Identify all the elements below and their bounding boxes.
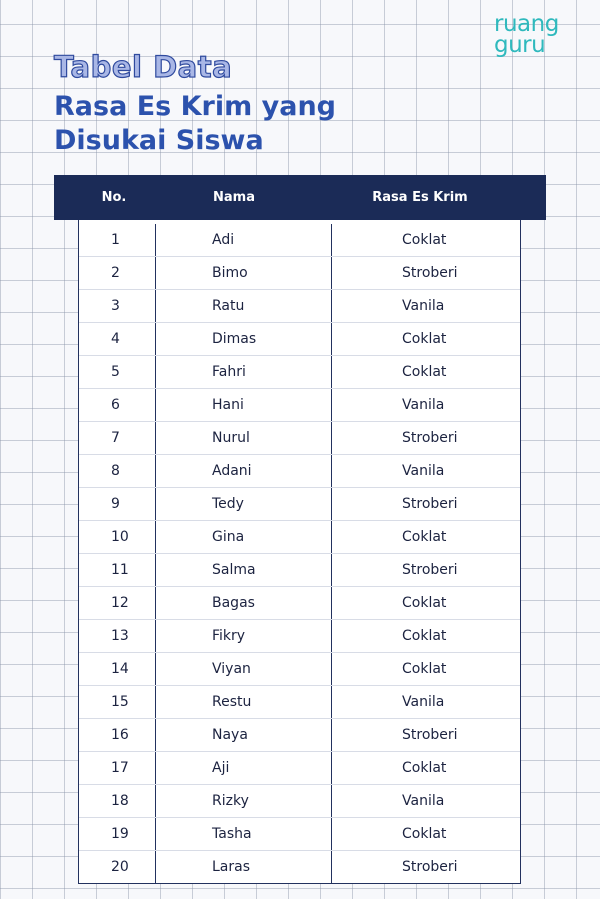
- cell-no: 5: [79, 356, 156, 388]
- cell-rasa: Coklat: [402, 760, 447, 776]
- cell-rasa: Vanila: [402, 793, 445, 809]
- header-nama: Nama: [213, 190, 255, 205]
- cell-nama: Gina: [156, 521, 332, 553]
- cell-rasa: Coklat: [402, 529, 447, 545]
- cell-no: 11: [79, 554, 156, 586]
- cell-nama: Salma: [156, 554, 332, 586]
- cell-nama: Fahri: [156, 356, 332, 388]
- cell-no: 6: [79, 389, 156, 421]
- cell-rasa: Coklat: [402, 595, 447, 611]
- cell-rasa: Vanila: [402, 298, 445, 314]
- cell-rasa: Coklat: [402, 232, 447, 248]
- cell-nama: Fikry: [156, 620, 332, 652]
- table-row: [79, 587, 520, 620]
- table-row: [79, 686, 520, 719]
- header-rasa: Rasa Es Krim: [372, 190, 468, 205]
- cell-rasa: Coklat: [402, 628, 447, 644]
- cell-rasa: Coklat: [402, 364, 447, 380]
- cell-no: 12: [79, 587, 156, 619]
- data-table: [54, 175, 546, 884]
- logo-line-2: guru: [494, 32, 546, 58]
- cell-rasa: Stroberi: [402, 265, 458, 281]
- cell-nama: Dimas: [156, 323, 332, 355]
- table-row: [79, 323, 520, 356]
- cell-no: 17: [79, 752, 156, 784]
- cell-nama: Viyan: [156, 653, 332, 685]
- cell-rasa: Stroberi: [402, 562, 458, 578]
- cell-rasa: Coklat: [402, 826, 447, 842]
- cell-nama: Bimo: [156, 257, 332, 289]
- cell-nama: Tasha: [156, 818, 332, 850]
- table-row: [79, 752, 520, 785]
- cell-no: 1: [79, 224, 156, 256]
- cell-no: 18: [79, 785, 156, 817]
- cell-no: 7: [79, 422, 156, 454]
- cell-nama: Laras: [156, 851, 332, 883]
- page-title: Tabel Data: [54, 50, 233, 84]
- cell-rasa: Vanila: [402, 463, 445, 479]
- cell-no: 20: [79, 851, 156, 883]
- cell-nama: Aji: [156, 752, 332, 784]
- cell-no: 8: [79, 455, 156, 487]
- table-row: [79, 818, 520, 851]
- logo-line-1: ruang: [494, 11, 559, 37]
- table-row: [79, 851, 520, 883]
- table-row: [79, 356, 520, 389]
- table-row: [79, 389, 520, 422]
- cell-nama: Restu: [156, 686, 332, 718]
- cell-no: 9: [79, 488, 156, 520]
- cell-no: 13: [79, 620, 156, 652]
- cell-rasa: Stroberi: [402, 430, 458, 446]
- cell-no: 15: [79, 686, 156, 718]
- table-body: [78, 220, 521, 884]
- cell-no: 2: [79, 257, 156, 289]
- cell-rasa: Vanila: [402, 397, 445, 413]
- cell-nama: Tedy: [156, 488, 332, 520]
- cell-nama: Bagas: [156, 587, 332, 619]
- table-row: [79, 521, 520, 554]
- cell-nama: Naya: [156, 719, 332, 751]
- cell-nama: Nurul: [156, 422, 332, 454]
- cell-rasa: Vanila: [402, 694, 445, 710]
- cell-nama: Rizky: [156, 785, 332, 817]
- cell-rasa: Coklat: [402, 331, 447, 347]
- cell-nama: Hani: [156, 389, 332, 421]
- table-row: [79, 257, 520, 290]
- cell-no: 14: [79, 653, 156, 685]
- table-row: [79, 620, 520, 653]
- page-subtitle: Rasa Es Krim yang Disukai Siswa: [54, 91, 337, 156]
- cell-no: 10: [79, 521, 156, 553]
- table-row: [79, 224, 520, 257]
- cell-no: 19: [79, 818, 156, 850]
- cell-rasa: Stroberi: [402, 727, 458, 743]
- table-row: [79, 422, 520, 455]
- table-row: [79, 455, 520, 488]
- cell-nama: Adi: [156, 224, 332, 256]
- cell-no: 16: [79, 719, 156, 751]
- table-header: [54, 175, 546, 220]
- header-no: No.: [101, 190, 127, 205]
- table-row: [79, 653, 520, 686]
- table-row: [79, 785, 520, 818]
- cell-nama: Adani: [156, 455, 332, 487]
- table-row: [79, 488, 520, 521]
- table-row: [79, 290, 520, 323]
- cell-rasa: Stroberi: [402, 859, 458, 875]
- table-row: [79, 554, 520, 587]
- cell-no: 4: [79, 323, 156, 355]
- ruangguru-logo: [494, 11, 584, 58]
- table-row: [79, 719, 520, 752]
- cell-no: 3: [79, 290, 156, 322]
- cell-rasa: Stroberi: [402, 496, 458, 512]
- cell-rasa: Coklat: [402, 661, 447, 677]
- cell-nama: Ratu: [156, 290, 332, 322]
